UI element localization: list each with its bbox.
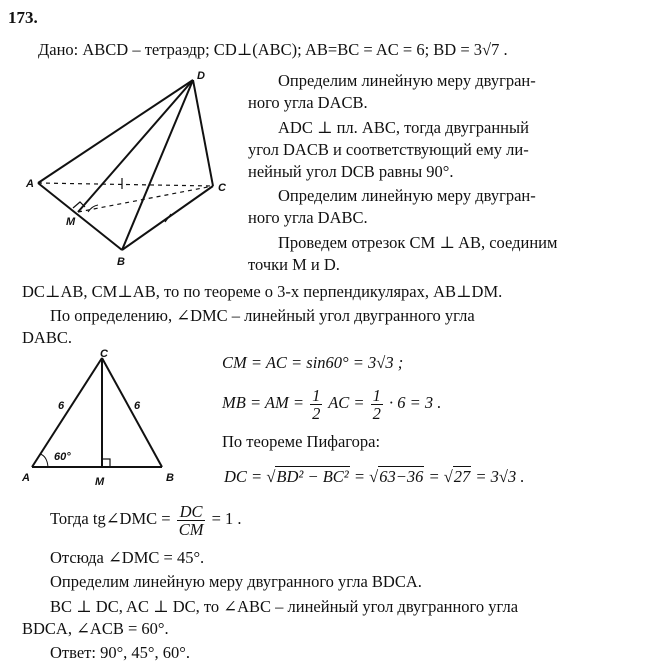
dc-tail: = 3√3 .: [475, 467, 525, 486]
line-three-perpendiculars: DC⊥AB, CM⊥AB, то по теореме о 3-х перпендикулярах, AB⊥DM.: [22, 282, 503, 301]
tri-label-A: A: [22, 472, 30, 484]
given-line: Дано: ABCD – тетраэдр; CD⊥(ABC); AB=BC = AC = 6; BD = 3√7 .: [38, 40, 508, 59]
formula-cm: CM = AC = sin60° = 3√3 ;: [222, 353, 404, 372]
answer-line: Ответ: 90°, 45°, 60°.: [50, 643, 190, 662]
tg-left: Тогда tg∠DMC =: [50, 509, 171, 528]
line-therefore: Отсюда ∠DMC = 45°.: [50, 548, 205, 567]
side-CB: [102, 358, 162, 467]
dc-root-3: 27: [453, 467, 471, 486]
para-4-line-1: Проведем отрезок CM ⊥ AB, соединим: [278, 233, 558, 252]
tri-side-left: 6: [58, 400, 65, 412]
fraction-half: $\frac{1}{2}$: [312, 385, 321, 423]
para-3-line-2: ного угла DABC.: [248, 208, 368, 227]
line-definition-2: DABC.: [22, 328, 72, 347]
fraction-dc-cm: $\frac{DC}{CM}$: [178, 501, 204, 539]
dc-root-1: BD² − BC²: [276, 467, 349, 486]
tg-tail: = 1 .: [211, 509, 242, 528]
line-definition-1: По определению, ∠DMC – линейный угол двугранного угла: [50, 306, 475, 325]
label-C: C: [218, 182, 226, 194]
mb-mid: AC =: [328, 393, 365, 412]
para-3-line-1: Определим линейную меру двугран-: [278, 186, 536, 205]
formula-tg: [50, 502, 242, 538]
tri-label-B: B: [166, 472, 174, 484]
tri-label-M: M: [95, 476, 105, 488]
para-1-line-1: Определим линейную меру двугран-: [278, 71, 536, 90]
para-2-line-3: нейный угол DCB равны 90°.: [248, 162, 454, 181]
formula-dc: DC = √BD² − BC² = √63−36 = √27 = 3√3 .: [224, 467, 525, 486]
pythagoras-heading: По теореме Пифагора:: [222, 432, 381, 451]
mb-tail: · 6 = 3 .: [389, 393, 442, 412]
right-angle-mark: [102, 459, 110, 467]
dc-left: DC =: [224, 467, 263, 486]
dc-root-2: 63−36: [379, 467, 424, 486]
tri-side-right: 6: [134, 400, 141, 412]
para-1-line-2: ного угла DACB.: [248, 93, 368, 112]
tri-label-C: C: [100, 348, 108, 360]
line-bc-2: BDCA, ∠ACB = 60°.: [22, 619, 169, 638]
fraction-half: $\frac{1}{2}$: [372, 385, 381, 423]
label-A: A: [26, 178, 34, 190]
para-2-line-1: ADC ⊥ пл. ABC, тогда двугранный: [278, 118, 529, 137]
label-D: D: [197, 70, 205, 82]
para-2-line-2: угол DACB и соответствующий ему ли-: [248, 140, 529, 159]
para-4-line-2: точки M и D.: [248, 255, 340, 274]
mb-left: MB = AM =: [222, 393, 304, 412]
formula-mb: [222, 386, 441, 422]
tri-angle: 60°: [54, 451, 71, 463]
problem-number: 173.: [8, 8, 38, 27]
label-M: M: [66, 216, 76, 228]
line-define-bdca: Определим линейную меру двугранного угла BDCA.: [50, 572, 422, 591]
label-B: B: [117, 256, 125, 268]
line-bc-1: BC ⊥ DC, AC ⊥ DC, то ∠ABC – линейный угол двугранного угла: [50, 597, 519, 616]
angle-arc: [40, 454, 48, 467]
